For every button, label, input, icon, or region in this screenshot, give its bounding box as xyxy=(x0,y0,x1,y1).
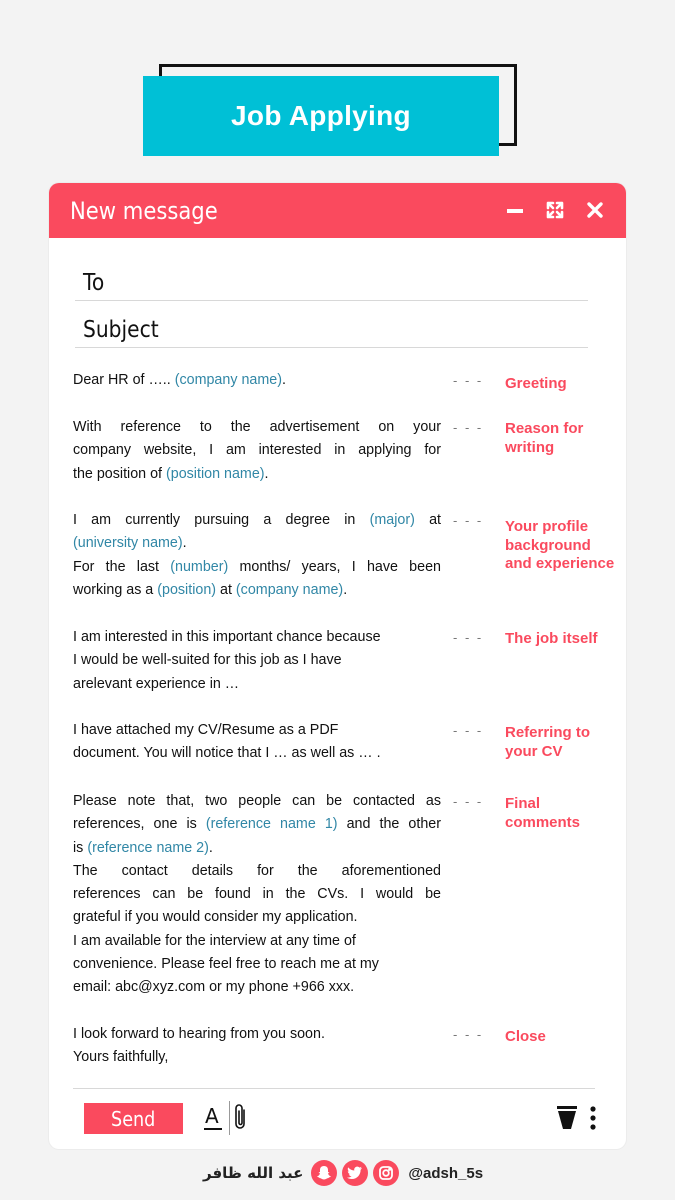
placeholder-text: (position name) xyxy=(166,465,265,482)
separator-dashes: - - - xyxy=(453,723,484,738)
paragraph-line xyxy=(73,532,441,555)
body-text-segment: I am interested in this important chance because xyxy=(73,629,381,645)
body-text-segment: references can be found in the CVs. I would be xyxy=(73,886,441,903)
body-text-segment: The contact details for the aforementioned xyxy=(73,862,441,879)
paragraph-line xyxy=(73,579,441,602)
expand-icon[interactable] xyxy=(544,197,566,223)
body-text-segment: . xyxy=(264,465,269,482)
author-name: عبد الله ظافر xyxy=(203,1164,304,1182)
toolbar-divider xyxy=(229,1101,230,1135)
body-text-segment: I look forward to hearing from you soon. xyxy=(73,1026,325,1042)
paragraph-text xyxy=(73,1023,441,1070)
body-text-segment: the position of xyxy=(73,465,166,482)
paragraph-line xyxy=(73,719,441,742)
body-text-segment: arelevant experience in … xyxy=(73,675,240,692)
window-controls xyxy=(504,197,606,223)
section-label: The job itself xyxy=(505,630,598,647)
body-text-segment: Dear HR of ….. xyxy=(73,372,175,388)
send-button[interactable] xyxy=(84,1103,183,1134)
separator-dashes: - - - xyxy=(453,794,484,809)
subject-field[interactable] xyxy=(75,304,588,348)
body-text-segment: document. You will notice that I … as well as … . xyxy=(73,745,381,762)
paragraph-line xyxy=(73,673,441,696)
twitter-icon[interactable] xyxy=(342,1160,368,1186)
author-credit xyxy=(0,1160,675,1186)
minimize-icon[interactable] xyxy=(504,197,526,223)
to-field[interactable] xyxy=(75,257,588,301)
attach-icon[interactable] xyxy=(233,1103,249,1133)
body-text-segment: company website, I am interested in applying for xyxy=(73,442,441,459)
paragraph-line xyxy=(73,742,441,765)
body-text-segment: grateful if you would consider my application. xyxy=(73,909,358,926)
placeholder-text: (position) xyxy=(157,581,217,598)
paragraph-line xyxy=(73,790,441,813)
paragraph-line xyxy=(73,953,441,976)
separator-dashes: - - - xyxy=(453,513,484,528)
paragraph-line xyxy=(73,860,441,883)
paragraph-line xyxy=(73,906,441,929)
more-icon[interactable] xyxy=(589,1103,597,1133)
body-text-segment: For the last xyxy=(73,558,171,575)
body-text-segment: months/ years, I have been xyxy=(228,558,441,575)
separator-dashes: - - - xyxy=(453,373,484,388)
paragraph-line xyxy=(73,1023,441,1046)
subject-label: Subject xyxy=(83,317,159,343)
placeholder-text: (university name) xyxy=(73,535,183,552)
paragraph-line xyxy=(73,416,441,439)
placeholder-text: (number) xyxy=(170,558,229,575)
body-text-segment: I would be well-suited for this job as I have xyxy=(73,652,342,669)
paragraph-line xyxy=(73,930,441,953)
body-text-segment: I have attached my CV/Resume as a PDF xyxy=(73,722,339,738)
body-text-segment: Please note that, two people can be contacted as xyxy=(73,793,441,809)
section-label: Referring to your CV xyxy=(505,724,591,760)
body-text-segment: . xyxy=(182,535,187,552)
paragraph-line xyxy=(73,509,441,532)
body-text-segment: I am currently pursuing a degree in xyxy=(73,512,370,528)
text-format-icon[interactable] xyxy=(204,1103,224,1133)
placeholder-text: (company name) xyxy=(174,372,282,388)
paragraph-line xyxy=(73,626,441,649)
close-icon[interactable] xyxy=(584,197,606,223)
paragraph-line xyxy=(73,463,441,486)
paragraph-line xyxy=(73,369,441,392)
compose-window xyxy=(49,183,626,1149)
paragraph-text xyxy=(73,719,441,766)
paragraph-line xyxy=(73,649,441,672)
paragraph-line xyxy=(73,883,441,906)
paragraph-line xyxy=(73,556,441,579)
instagram-icon[interactable] xyxy=(373,1160,399,1186)
body-text-segment: at xyxy=(216,581,236,598)
send-label: Send xyxy=(111,1106,156,1131)
compose-footer xyxy=(73,1088,595,1149)
paragraph-text xyxy=(73,509,441,602)
paragraph-line xyxy=(73,1046,441,1069)
section-label: Reason for writing xyxy=(505,420,584,456)
placeholder-text: (major) xyxy=(369,512,415,528)
to-label: To xyxy=(83,270,105,296)
body-text-segment: at xyxy=(414,512,441,528)
section-label: Close xyxy=(505,1028,546,1045)
section-label: Final comments xyxy=(505,795,581,831)
section-label: Greeting xyxy=(505,375,567,392)
author-handle: @adsh_5s xyxy=(408,1164,484,1182)
paragraph-text xyxy=(73,416,441,486)
body-text-segment: is xyxy=(73,839,88,856)
placeholder-text: (reference name 1) xyxy=(205,816,338,833)
paragraph-text xyxy=(73,369,441,392)
svg-text:A: A xyxy=(205,1104,219,1128)
placeholder-text: (company name) xyxy=(235,581,344,598)
body-text-segment: references, one is xyxy=(73,816,206,833)
compose-title: New message xyxy=(70,196,218,225)
separator-dashes: - - - xyxy=(453,1027,484,1042)
compose-header xyxy=(49,183,626,238)
section-label: Your profile background and experience xyxy=(505,518,615,572)
paragraph-line xyxy=(73,976,441,999)
body-text-segment: With reference to the advertisement on your xyxy=(73,419,441,435)
trash-icon[interactable] xyxy=(557,1105,577,1131)
paragraph-line xyxy=(73,439,441,462)
body-text-segment: email: abc@xyz.com or my phone +966 xxx. xyxy=(73,979,355,996)
paragraph-text xyxy=(73,790,441,1000)
paragraph-text xyxy=(73,626,441,696)
body-text-segment: . xyxy=(281,372,286,388)
page-title: Job Applying xyxy=(143,76,499,156)
separator-dashes: - - - xyxy=(453,630,484,645)
body-text-segment: Yours faithfully, xyxy=(73,1049,169,1066)
separator-dashes: - - - xyxy=(453,420,484,435)
paragraph-line xyxy=(73,813,441,836)
body-text-segment: . xyxy=(343,581,348,598)
body-text-segment: . xyxy=(208,839,213,856)
page-title-banner xyxy=(143,64,517,156)
body-text-segment: working as a xyxy=(73,581,158,598)
body-text-segment: and the other xyxy=(337,816,441,833)
body-text-segment: I am available for the interview at any time of xyxy=(73,932,356,949)
snapchat-icon[interactable] xyxy=(311,1160,337,1186)
body-text-segment: convenience. Please feel free to reach me at my xyxy=(73,956,379,973)
paragraph-line xyxy=(73,837,441,860)
placeholder-text: (reference name 2) xyxy=(87,839,209,856)
